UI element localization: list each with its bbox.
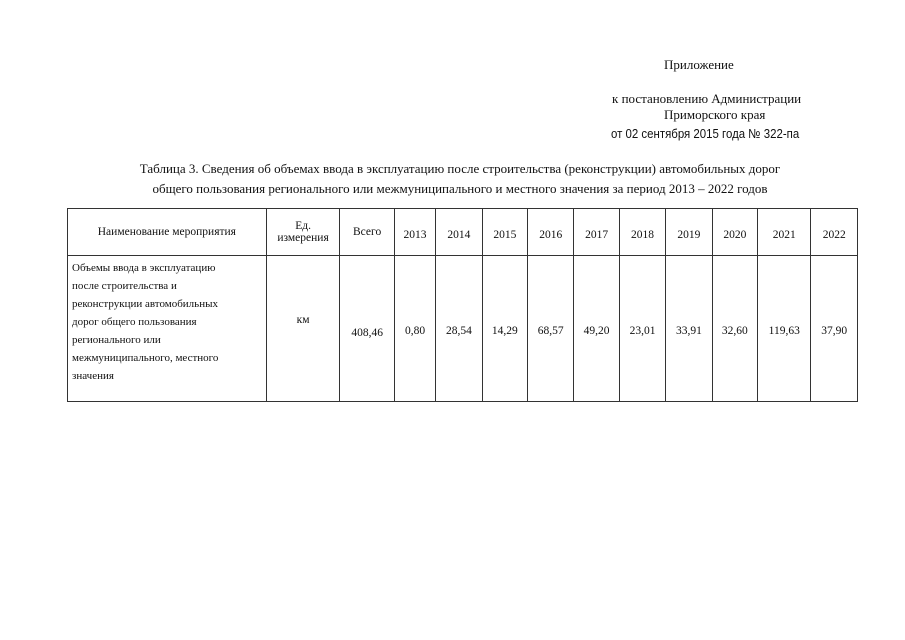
header-year: 2015 — [482, 209, 527, 256]
header-unit-line2: измерения — [277, 232, 329, 244]
row-name-line: реконструкции автомобильных — [72, 298, 218, 310]
appendix-title: Приложение — [664, 57, 734, 72]
table-caption — [60, 159, 860, 199]
row-value-cell: 68,57 — [528, 256, 574, 402]
header-year: 2022 — [811, 209, 858, 256]
row-name-line: значения — [72, 370, 114, 382]
roads-commissioning-table — [67, 208, 858, 402]
header-year: 2013 — [394, 209, 435, 256]
row-name-cell — [68, 256, 267, 402]
row-value-cell: 14,29 — [482, 256, 527, 402]
table-caption-line1: Таблица 3. Сведения об объемах ввода в эксплуатацию после строительства (реконструкции) автомобильных дорог — [139, 161, 781, 176]
row-total-cell: 408,46 — [340, 256, 394, 402]
header-total: Всего — [340, 209, 394, 256]
appendix-date-line: от 02 сентября 2015 года № 322-па — [611, 126, 800, 141]
row-name-line: дорог общего пользования — [72, 316, 197, 328]
row-value-cell: 32,60 — [712, 256, 757, 402]
row-name-line: после строительства и — [72, 280, 177, 292]
appendix-region-line: Приморского края — [664, 107, 766, 122]
header-year: 2014 — [436, 209, 482, 256]
row-value-cell: 0,80 — [394, 256, 435, 402]
row-value-cell: 23,01 — [619, 256, 665, 402]
row-value-cell: 49,20 — [574, 256, 619, 402]
header-year: 2017 — [574, 209, 619, 256]
table-row — [68, 256, 858, 402]
table-header-row — [68, 209, 858, 256]
header-year: 2020 — [712, 209, 757, 256]
row-name-line: регионального или — [72, 334, 161, 346]
header-year: 2018 — [619, 209, 665, 256]
row-name-line: Объемы ввода в эксплуатацию — [72, 262, 216, 274]
header-year: 2016 — [528, 209, 574, 256]
row-value-cell: 28,54 — [436, 256, 482, 402]
appendix-decree-line: к постановлению Администрации — [612, 91, 802, 106]
row-value-cell: 119,63 — [758, 256, 811, 402]
header-year: 2019 — [666, 209, 712, 256]
row-name-line: межмуниципального, местного — [72, 352, 219, 364]
table-caption-line2: общего пользования регионального или межмуниципального и местного значения за период 2013 – 2022 годов — [152, 181, 768, 196]
row-value-cell: 33,91 — [666, 256, 712, 402]
header-unit-line1: Ед. — [295, 220, 311, 232]
header-name: Наименование мероприятия — [68, 209, 267, 256]
row-value-cell: 37,90 — [811, 256, 858, 402]
header-year: 2021 — [758, 209, 811, 256]
header-unit — [266, 209, 340, 256]
row-unit-cell: км — [266, 256, 340, 402]
